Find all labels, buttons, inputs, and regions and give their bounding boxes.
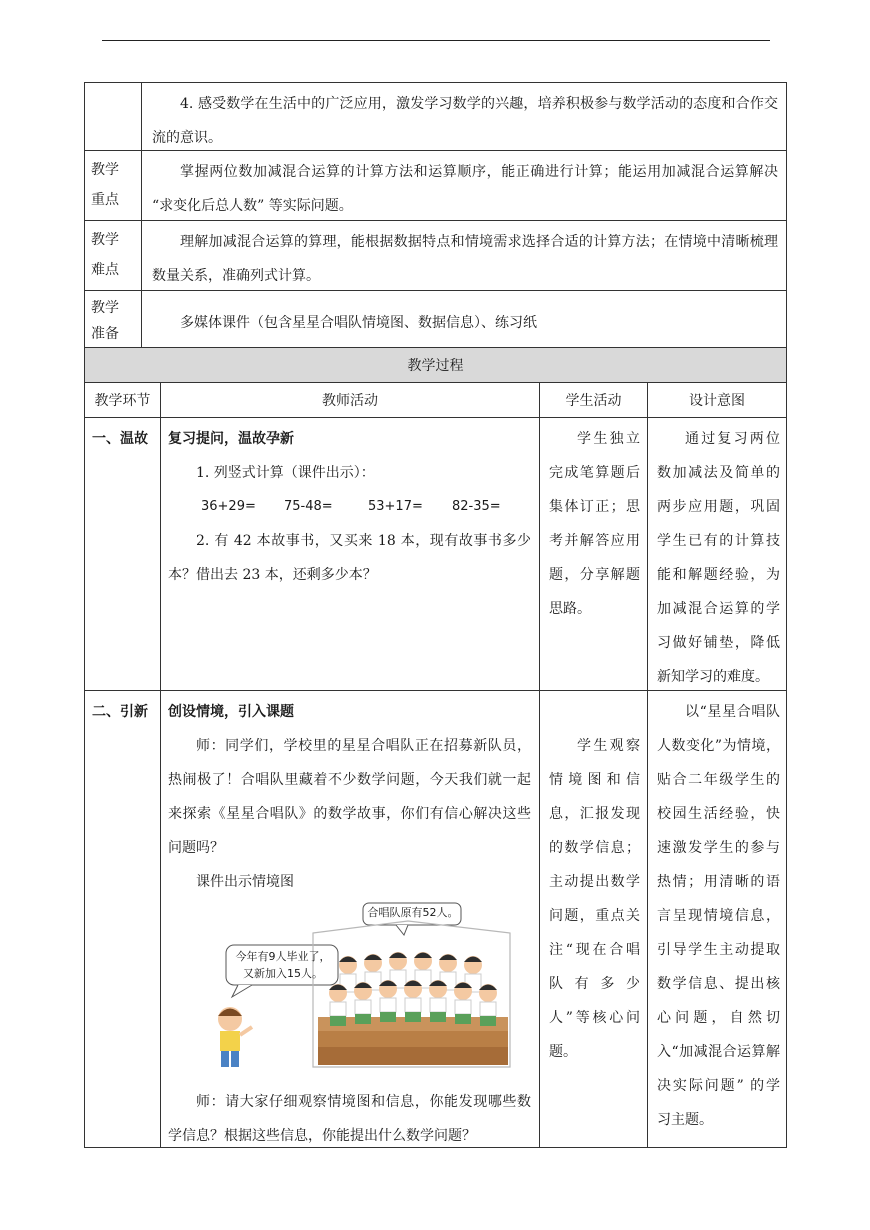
bubble-change-line1: 今年有9人毕业了， xyxy=(235,950,331,963)
section1-teacher-cell xyxy=(160,417,540,691)
preparation-text: 多媒体课件（包含星星合唱队情境图、数据信息）、练习纸 xyxy=(180,315,537,331)
section2-intent-text: 以“星星合唱队人数变化”为情境，贴合二年级学生的校园生活经验，快速激发学生的参与热情；用清晰的语言呈现情境信息，引导学生主动提取数学信息、提出核心问题，自然切入“加减混合运算解决实际问题” 的学习主题。 xyxy=(657,704,780,1128)
section1-stage: 一、温故 xyxy=(84,417,161,691)
section2-para3: 师：请大家仔细观察情境图和信息，你能发现哪些数学信息？根据这些信息，你能提出什么数学问题？ xyxy=(168,1094,531,1144)
section2-heading: 创设情境，引入课题 xyxy=(168,704,294,720)
section2-teacher-cell xyxy=(160,690,540,1148)
section1-item1: 1. 列竖式计算（课件出示）： xyxy=(196,465,375,481)
key-points-label-line2: 重点 xyxy=(91,192,119,208)
section1-item2: 2. 有 42 本故事书，又买来 18 本，现有故事书多少本？借出去 23 本，还剩多少本？ xyxy=(168,533,531,583)
section1-intent-cell xyxy=(647,417,787,691)
section2-student-cell xyxy=(539,690,648,1148)
process-title: 教学过程 xyxy=(84,347,787,383)
key-points-text: 掌握两位数加减混合运算的计算方法和运算顺序，能正确进行计算；能运用加减混合运算解决 “求变化后总人数” 等实际问题。 xyxy=(152,164,778,214)
section2-stage: 二、引新 xyxy=(84,690,161,1148)
section2-intent-cell xyxy=(647,690,787,1148)
header-student: 学生活动 xyxy=(539,382,648,418)
section1-student-cell xyxy=(539,417,648,691)
expr-2: 75-48= xyxy=(284,499,333,514)
difficulties-label-line2: 难点 xyxy=(91,262,119,278)
difficulties-label-line1: 教学 xyxy=(91,232,119,248)
preparation-label xyxy=(84,290,142,348)
key-points-label-line1: 教学 xyxy=(91,162,119,178)
preparation-label-line2: 准备 xyxy=(91,326,119,342)
expr-1: 36+29= xyxy=(201,499,256,514)
section1-expressions xyxy=(168,490,531,524)
key-points-cell xyxy=(141,150,787,221)
header-intent: 设计意图 xyxy=(647,382,787,418)
header-rule xyxy=(102,40,770,41)
preparation-label-line1: 教学 xyxy=(91,300,119,316)
header-stage: 教学环节 xyxy=(84,382,161,418)
objectives-cell xyxy=(141,82,787,151)
objectives-label-cell xyxy=(84,82,142,151)
section2-para1: 师：同学们，学校里的星星合唱队正在招募新队员，热闹极了！合唱队里藏着不少数学问题，今天我们就一起来探索《星星合唱队》的数学故事，你们有信心解决这些问题吗？ xyxy=(168,738,531,856)
choir-scene-image xyxy=(168,899,528,1085)
bubble-change-line2: 又新加入15人。 xyxy=(243,967,323,980)
key-points-label xyxy=(84,150,142,221)
objective-item-4: 4. 感受数学在生活中的广泛应用，激发学习数学的兴趣，培养积极参与数学活动的态度和合作交流的意识。 xyxy=(152,96,778,146)
boy-figure xyxy=(218,1007,252,1067)
header-teacher: 教师活动 xyxy=(160,382,540,418)
preparation-cell xyxy=(141,290,787,348)
expr-3: 53+17= xyxy=(368,499,423,514)
section1-heading: 复习提问，温故孕新 xyxy=(168,431,294,447)
difficulties-text: 理解加减混合运算的算理，能根据数据特点和情境需求选择合适的计算方法；在情境中清晰梳理数量关系，准确列式计算。 xyxy=(152,234,778,284)
section1-intent-text: 通过复习两位数加减法及简单的两步应用题，巩固学生已有的计算技能和解题经验，为加减混合运算的学习做好铺垫，降低新知学习的难度。 xyxy=(657,431,780,685)
difficulties-cell xyxy=(141,220,787,291)
section1-student-text: 学生独立完成笔算题后集体订正；思考并解答应用题，分享解题思路。 xyxy=(549,431,640,617)
section2-student-text: 学生观察情境图和信息，汇报发现的数学信息；主动提出数学问题，重点关注“现在合唱队有多少人”等核心问题。 xyxy=(549,738,640,1060)
bubble-change xyxy=(228,948,338,982)
bubble-original-count: 合唱队原有52人。 xyxy=(367,906,459,919)
difficulties-label xyxy=(84,220,142,291)
choir-illustration xyxy=(168,895,528,1081)
section2-para2: 课件出示情境图 xyxy=(196,874,294,890)
expr-4: 82-35= xyxy=(452,499,501,514)
